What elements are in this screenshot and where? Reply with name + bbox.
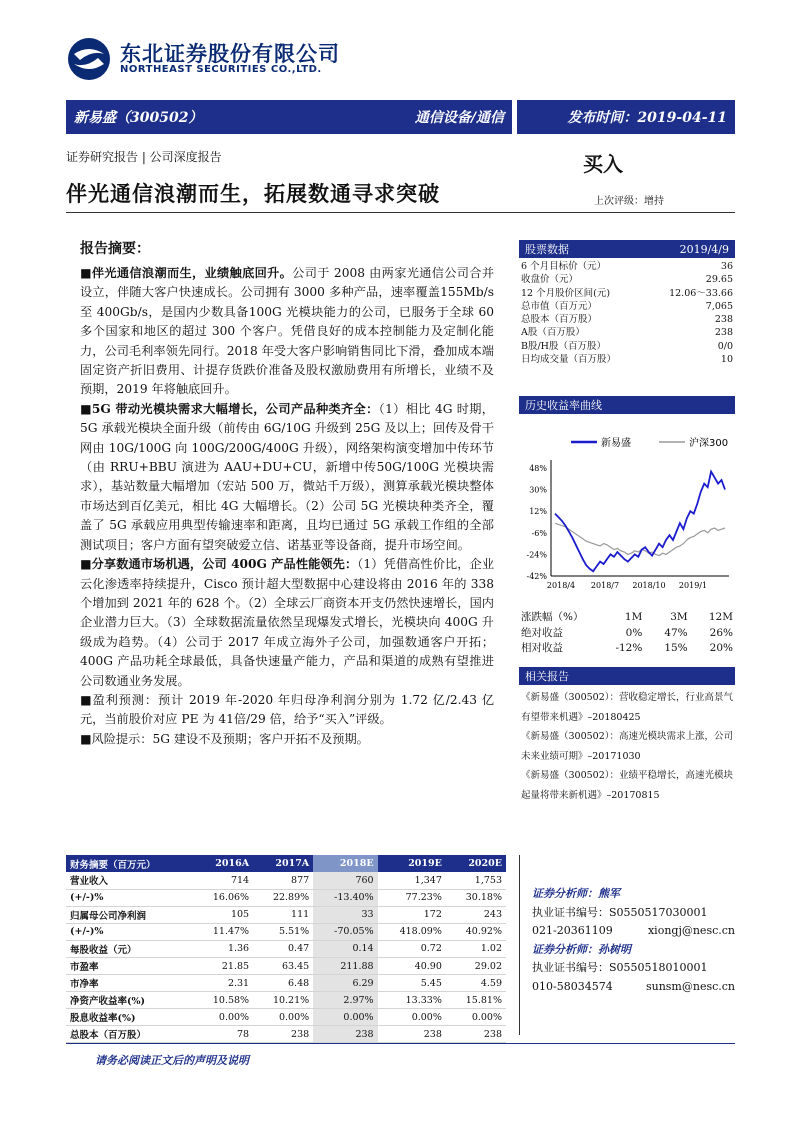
fin-cell: 238 — [378, 1026, 446, 1043]
x-tick-label: 2018/10 — [632, 581, 666, 590]
fin-cell: -70.05% — [313, 923, 377, 940]
fin-cell: 63.45 — [253, 957, 313, 974]
fin-row — [66, 992, 506, 1009]
fin-cell: 78 — [193, 1026, 253, 1043]
fin-cell: 每股收益（元） — [66, 940, 193, 957]
fin-cell: 市盈率 — [66, 957, 193, 974]
fin-cell: 105 — [193, 906, 253, 923]
fin-cell: 16.06% — [193, 889, 253, 906]
series-line — [555, 472, 725, 572]
fin-cell: 0.14 — [313, 940, 377, 957]
summary-paragraph: ■盈利预测：预计 2019 年-2020 年归母净利润分别为 1.72 亿/2.43 亿元，当前股价对应 PE 为 41倍/29 倍，给予“买入”评级。 — [80, 692, 495, 727]
rating: 买入 — [583, 152, 623, 176]
fin-cell: 211.88 — [313, 957, 377, 974]
report-title: 伴光通信浪潮而生，拓展数通寻求突破 — [66, 181, 440, 206]
footer-divider — [66, 1043, 735, 1044]
fin-cell: 418.09% — [378, 923, 446, 940]
stock-row: 6 个月目标价（元） 36 — [521, 261, 733, 272]
fin-cell: 33 — [313, 906, 377, 923]
fin-cell: 0.00% — [253, 1009, 313, 1026]
fin-cell: 0.47 — [253, 940, 313, 957]
analyst-contact — [532, 922, 735, 941]
fin-cell: 714 — [193, 872, 253, 889]
fin-cell: 2.31 — [193, 975, 253, 992]
summary-paragraph: ■风险提示：5G 建设不及预期；客户开拓不及预期。 — [80, 731, 369, 746]
stock-row: 日均成交量（百万股） 10 — [521, 354, 733, 366]
report-type: 证券研究报告 | 公司深度报告 — [66, 150, 222, 164]
analyst-contact — [532, 978, 735, 997]
chart-title: 历史收益率曲线 — [525, 399, 602, 412]
fin-cell: 1.02 — [446, 940, 506, 957]
stock-row: 12 个月股价区间(元) 12.06～33.66 — [521, 287, 733, 299]
company-name-en: NORTHEAST SECURITIES CO.,LTD. — [120, 64, 322, 75]
y-tick-label: -24% — [526, 550, 547, 560]
fin-cell: 10.58% — [193, 992, 253, 1009]
fin-cell: (+/-)% — [66, 889, 193, 906]
fin-cell: 760 — [313, 872, 377, 889]
fin-cell: 5.45 — [378, 975, 446, 992]
fin-cell: 30.18% — [446, 889, 506, 906]
header-bar-right — [517, 100, 735, 134]
fin-cell: 11.47% — [193, 923, 253, 940]
fin-cell: 21.85 — [193, 957, 253, 974]
analysts-block — [532, 885, 735, 996]
related-report-link[interactable]: 《新易盛（300502）：高速光模块需求上涨，公司未来业绩可期》–20171030 — [521, 731, 734, 762]
analyst-cert: 执业证书编号：S0550517030001 — [532, 905, 708, 919]
related-reports — [521, 688, 735, 805]
returns-row: 相对收益 -12% 15% 20% — [521, 642, 733, 654]
fin-cell: 净资产收益率(%) — [66, 992, 193, 1009]
y-tick-label: 12% — [529, 507, 547, 517]
fin-cell: 0.00% — [378, 1009, 446, 1026]
analyst-email[interactable]: sunsm@nesc.cn — [645, 979, 735, 993]
fin-cell: 172 — [378, 906, 446, 923]
header-bar-left — [66, 100, 512, 134]
analyst-phone: 010-58034574 — [532, 979, 613, 993]
financial-summary-table — [66, 855, 506, 1043]
fin-row — [66, 1026, 506, 1043]
fin-cell: 5.51% — [253, 923, 313, 940]
returns-row: 绝对收益 0% 47% 26% — [521, 626, 733, 639]
fin-cell: 归属母公司净利润 — [66, 906, 193, 923]
fin-cell: 0.00% — [193, 1009, 253, 1026]
fin-cell: 238 — [253, 1026, 313, 1043]
previous-rating: 上次评级：增持 — [594, 196, 664, 207]
fin-cell: 15.81% — [446, 992, 506, 1009]
legend-label: 沪深300 — [689, 438, 729, 449]
summary-paragraph: ■5G 带动光模块需求大幅增长，公司产品种类齐全：（1）相比 4G 时期，5G 承载光模块全面升级（前传由 6G/10G 升级到 25G 及以上；回传及骨干网由 10G/100G 向 100G/200G/400G 升级），网络架构演变增加中传环节（由 RRU+BBU 演进为 AAU+DU+CU，新增中传50G/100G 光模块需求），基站数量大幅增加（宏站 500 万，微站千万级），测算承载光模块整体市场达到百亿美元，相比 4G 大幅增长。（2）公司 5G 光模块种类齐全，覆盖了 5G 承载应用典型传输速率和距离，且均已通过 5G 承载工作组的全部测试项目；客户方面有望突破爱立信、诺基亚等设备商，提升市场空间。 — [80, 401, 494, 552]
fin-row — [66, 872, 506, 889]
related-report-link[interactable]: 《新易盛（300502）：业绩平稳增长，高速光模块起量将带来新机遇》–20170815 — [521, 770, 734, 801]
fin-header-row: 财务摘要（百万元） 2016A 2017A 2018E 2019E 2020E — [66, 855, 506, 872]
analyst-title: 证券分析师：孙树明 — [532, 942, 631, 956]
x-tick-label: 2018/7 — [590, 581, 620, 590]
stock-row: 总市值（百万元） 7,065 — [521, 300, 733, 312]
fin-cell: 877 — [253, 872, 313, 889]
fin-cell: 10.21% — [253, 992, 313, 1009]
x-tick-label: 2018/4 — [546, 581, 576, 590]
summary-paragraph: ■伴光通信浪潮而生，业绩触底回升。公司于 2008 由两家光通信公司合并设立，伴随大客户快速成长。公司拥有 3000 多种产品，速率覆盖155Mb/s 至 400Gb/s，是国内少数具备100G 光模块能力的公司，已服务于全球 60 多个国家和地区的超过 300 个客户。凭借良好的成本控制能力及定制化能力，公司毛利率领先同行。2018 年受大客户影响销售同比下滑，叠加成本端固定资产折旧费用、计提存货跌价准备及股权激励费用有所增长，业绩不及预期，2019 年将触底回升。 — [80, 266, 495, 397]
fin-cell: 22.89% — [253, 889, 313, 906]
fin-cell: 238 — [313, 1026, 377, 1043]
fin-row — [66, 1009, 506, 1026]
fin-cell: -13.40% — [313, 889, 377, 906]
fin-cell: 2.97% — [313, 992, 377, 1009]
fin-row — [66, 906, 506, 923]
fin-cell: 股息收益率(%) — [66, 1009, 193, 1026]
returns-header: 涨跌幅（%） 1M 3M 12M — [521, 611, 733, 623]
x-tick-label: 2019/1 — [678, 581, 708, 590]
fin-cell: 1,347 — [378, 872, 446, 889]
fin-cell: (+/-)% — [66, 923, 193, 940]
analyst-email[interactable]: xiongj@nesc.cn — [647, 924, 735, 937]
y-tick-label: 48% — [529, 464, 547, 473]
stock-data-header — [519, 240, 735, 258]
stock-data-date: 2019/4/9 — [679, 242, 729, 256]
related-report-link[interactable]: 《新易盛（300502）：营收稳定增长，行业高景气有望带来机遇》–20180425 — [521, 692, 734, 723]
fin-cell: 4.59 — [446, 975, 506, 992]
company-name-cn: 东北证券股份有限公司 — [120, 42, 340, 66]
fin-cell: 1.36 — [193, 940, 253, 957]
summary-body — [80, 264, 494, 749]
related-title: 相关报告 — [525, 670, 569, 683]
stock-data-title: 股票数据 — [525, 243, 569, 256]
y-tick-label: 30% — [529, 485, 547, 495]
analyst-cert: 执业证书编号：S0550518010001 — [532, 961, 708, 974]
company-logo-icon — [66, 36, 112, 82]
title-divider — [66, 212, 735, 213]
fin-row — [66, 923, 506, 940]
analyst-title: 证券分析师：熊军 — [532, 887, 620, 900]
fin-cell: 营业收入 — [66, 872, 193, 889]
industry-label: 通信设备/通信 — [414, 110, 504, 126]
fin-cell: 77.23% — [378, 889, 446, 906]
analyst-divider — [519, 855, 520, 1035]
stock-row: B股/H股（百万股） 0/0 — [521, 340, 733, 352]
analyst-phone: 021-20361109 — [532, 924, 613, 937]
fin-cell: 市净率 — [66, 975, 193, 992]
legend-label: 新易盛 — [601, 438, 631, 449]
fin-cell: 111 — [253, 906, 313, 923]
publish-date: 发布时间：2019-04-11 — [567, 110, 727, 126]
fin-cell: 238 — [446, 1026, 506, 1043]
fin-cell: 6.48 — [253, 975, 313, 992]
stock-row: 总股本（百万股） 238 — [521, 314, 733, 326]
fin-cell: 1,753 — [446, 872, 506, 889]
fin-cell: 13.33% — [378, 992, 446, 1009]
summary-heading: 报告摘要： — [80, 241, 150, 257]
summary-paragraph: ■分享数通市场机遇，公司 400G 产品性能领先：（1）凭借高性价比，企业云化渗透率持续提升，Cisco 预计超大型数据中心建设将由 2016 年的 338 个增加到 2021 年的 628 个。（2）全球云厂商资本开支仍然快速增长，国内企业潜力巨大。（3）全球数据流量依然呈现爆发式增长，光模块向 400G 升级成为趋势。（4）公司于 2017 年成立海外子公司，加强数通客户开拓；400G 产品功耗全球最低，具备快速量产能力，产品和渠道的成熟有望推进公司数通业务发展。 — [80, 557, 495, 688]
fin-cell: 40.90 — [378, 957, 446, 974]
fin-cell: 0.72 — [378, 940, 446, 957]
stock-row: 收盘价（元） 29.65 — [521, 274, 733, 286]
series-line — [555, 523, 725, 555]
fin-row — [66, 975, 506, 992]
fin-cell: 29.02 — [446, 957, 506, 974]
fin-row — [66, 889, 506, 906]
chart-header — [519, 396, 735, 414]
fin-cell: 0.00% — [313, 1009, 377, 1026]
fin-cell: 0.00% — [446, 1009, 506, 1026]
stock-data-table — [521, 260, 733, 366]
footer-disclaimer: 请务必阅读正文后的声明及说明 — [95, 1054, 249, 1067]
fin-cell: 6.29 — [313, 975, 377, 992]
fin-cell: 总股本（百万股） — [66, 1026, 193, 1043]
returns-table — [521, 610, 733, 657]
stock-row: A股（百万股） 238 — [521, 327, 733, 339]
return-chart — [519, 428, 735, 598]
stock-name: 新易盛（300502） — [74, 110, 203, 126]
fin-cell: 243 — [446, 906, 506, 923]
fin-cell: 40.92% — [446, 923, 506, 940]
y-tick-label: -42% — [526, 572, 547, 581]
fin-row — [66, 957, 506, 974]
related-header — [519, 667, 735, 685]
y-tick-label: -6% — [531, 528, 547, 538]
fin-row — [66, 940, 506, 957]
